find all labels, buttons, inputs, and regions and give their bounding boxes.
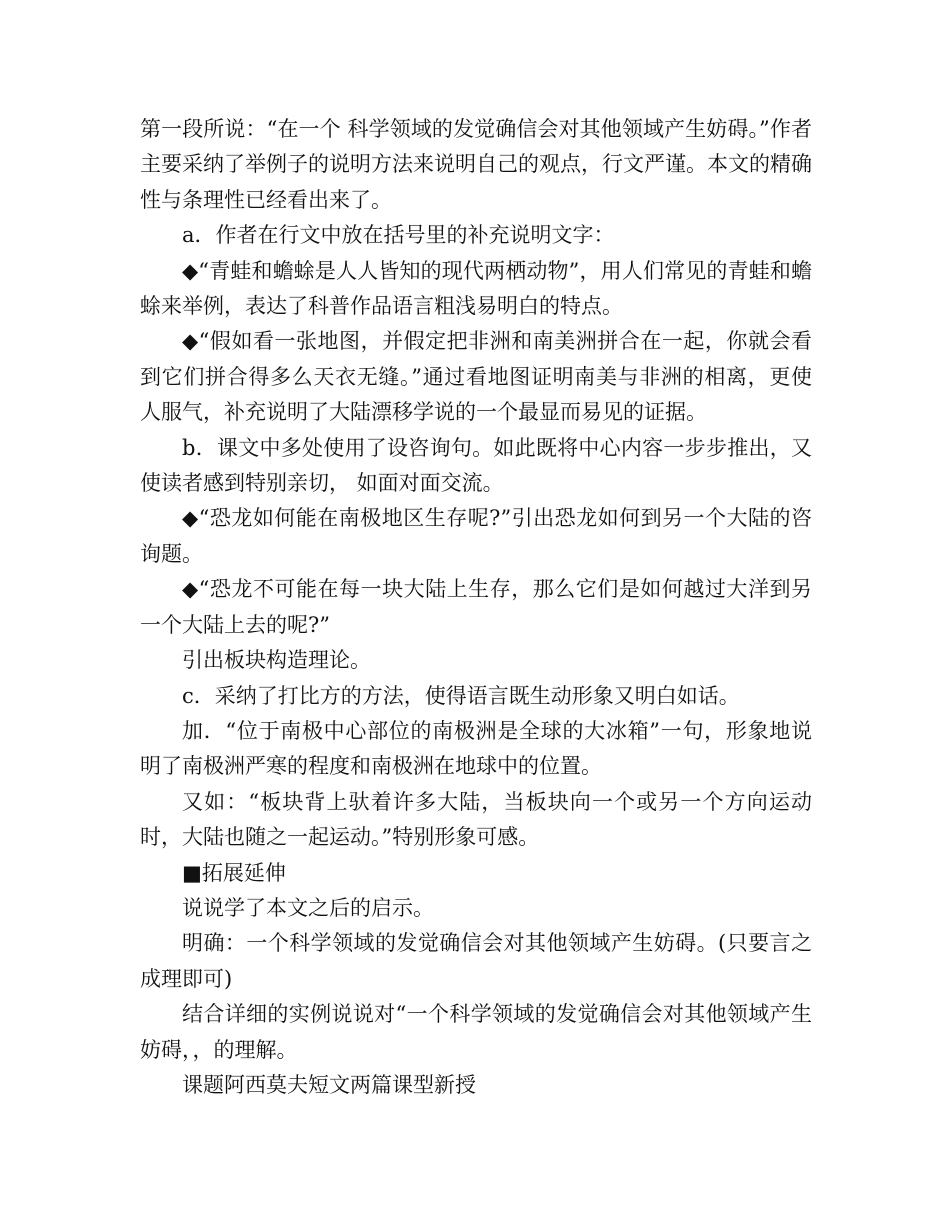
section-heading: ■拓展延伸 <box>182 860 286 885</box>
paragraph-2: a．作者在行文中放在括号里的补充说明文字： <box>182 223 615 248</box>
paragraph-7: ◆“恐龙不可能在每一块大陆上生存，那么它们是如何越过大洋到另一个大陆上去的呢?” <box>140 577 812 637</box>
paragraph-15: 结合详细的实例说说对“一个科学领域的发觉确信会对其他领域产生妨碍，，的理解。 <box>140 1002 812 1062</box>
paragraph-1: 第一段所说：“在一个 科学领域的发觉确信会对其他领域产生妨碍。”作者主要采纳了举例子的说明方法来说明自己的观点，行文严谨。本文的精确性与条理性已经看出来了。 <box>140 117 812 212</box>
paragraph-10: 加．“位于南极中心部位的南极洲是全球的大冰箱”一句，形象地说明了南极洲严寒的程度和南极洲在地球中的位置。 <box>140 718 812 779</box>
paragraph-5: b．课文中多处使用了设咨询句。如此既将中心内容一步步推出，又使读者感到特别亲切， 如面对面交流。 <box>140 435 812 496</box>
paragraph-9: c．采纳了打比方的方法，使得语言既生动形象又明白如话。 <box>182 683 740 708</box>
paragraph-3: ◆“青蛙和蟾蜍是人人皆知的现代两栖动物”，用人们常见的青蛙和蟾蜍来举例，表达了科普作品语言粗浅易明白的特点。 <box>140 258 812 319</box>
paragraph-16: 课题阿西莫夫短文两篇课型新授 <box>182 1072 476 1097</box>
paragraph-6: ◆“恐龙如何能在南极地区生存呢?”引出恐龙如何到另一个大陆的咨询题。 <box>140 506 812 566</box>
paragraph-13: 说说学了本文之后的启示。 <box>182 895 434 920</box>
document-page <box>140 112 812 1103</box>
paragraph-11: 又如：“板块背上驮着许多大陆，当板块向一个或另一个方向运动时，大陆也随之一起运动。”特别形象可感。 <box>140 789 812 850</box>
paragraph-4: ◆“假如看一张地图，并假定把非洲和南美洲拼合在一起，你就会看到它们拼合得多么天衣无缝。”通过看地图证明南美与非洲的相离，更使人服气，补充说明了大陆漂移学说的一个最显而易见的证据。 <box>140 329 812 425</box>
paragraph-8: 引出板块构造理论。 <box>182 648 371 673</box>
paragraph-14: 明确：一个科学领域的发觉确信会对其他领域产生妨碍。(只要言之成理即可) <box>140 931 812 991</box>
